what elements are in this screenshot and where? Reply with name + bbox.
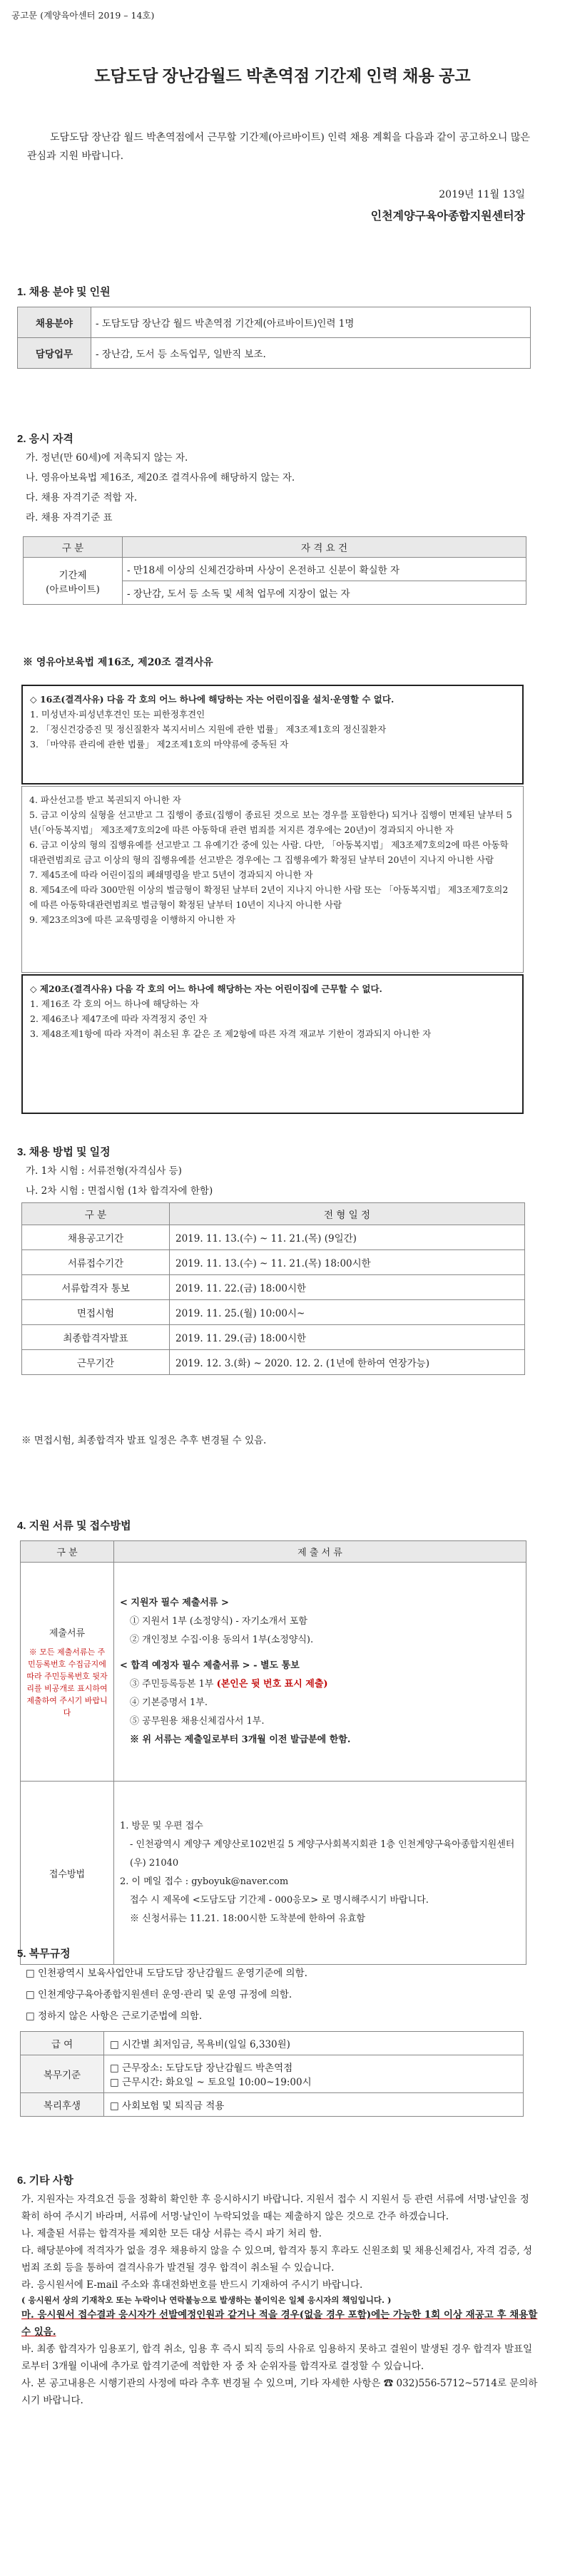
list-item: 사. 본 공고내용은 시행기관의 사정에 따라 추후 변경될 수 있으며, 기타 자세한 사항은 ☎ 032)556-5712~5714로 문의하시기 바랍니다. xyxy=(21,2378,538,2406)
table-header: 구 분 xyxy=(22,1203,170,1225)
list-item: 7. 제45조에 따라 어린이집의 폐쇄명령을 받고 5년이 경과되지 아니한 자 xyxy=(29,869,313,880)
table-row xyxy=(21,2055,524,2093)
list-item: 1. 미성년자·피성년후견인 또는 피한정후견인 xyxy=(30,709,205,720)
section-2-title: 2. 응시 자격 xyxy=(17,433,73,445)
section-1-title: 1. 채용 분야 및 인원 xyxy=(17,286,111,298)
organization-name: 인천계양구육아종합지원센터장 xyxy=(370,209,525,223)
table-key: 복리후생 xyxy=(21,2093,104,2117)
article-20-title: ◇ 제20조(결격사유) 다음 각 호의 어느 하나에 해당하는 자는 어린이집에 근무할 수 없다. xyxy=(30,983,382,994)
list-item: 가. 1차 시험 : 서류전형(자격심사 등) xyxy=(26,1165,182,1177)
resident-number-warning: (본인은 뒷 번호 표시 제출) xyxy=(216,1679,328,1690)
documents-privacy-note: ※ 모든 제출서류는 주민등록번호 수집금지에 따라 주민등록번호 뒷자리를 비공개로 표시하여 제출하여 주시기 바랍니다 xyxy=(26,1647,108,1717)
table-value: - 만18세 이상의 신체건강하며 사상이 온전하고 신분이 확실한 자 xyxy=(123,558,526,581)
table-row xyxy=(22,1275,525,1300)
service-rules-list xyxy=(26,1963,307,2027)
email-line: 2. 이 메일 접수 : gyboyuk@naver.com xyxy=(120,1876,289,1887)
table-key: 담당업무 xyxy=(18,338,91,369)
table-row xyxy=(22,1250,525,1275)
table-key: 면접시험 xyxy=(22,1300,170,1325)
list-item: □ 정하지 않은 사항은 근로기준법에 의함. xyxy=(26,2010,203,2022)
list-item: 라. 채용 자격기준 표 xyxy=(26,512,113,523)
table-value: - 도담도담 장난감 월드 박촌역점 기간제(아르바이트)인력 1명 xyxy=(91,307,531,338)
table-row xyxy=(22,1300,525,1325)
table-key: 복무기준 xyxy=(21,2055,104,2093)
list-item: 9. 제23조의3에 따른 교육명령을 이행하지 아니한 자 xyxy=(29,914,236,925)
intro-text: 도담도담 장난감 월드 박촌역점에서 근무할 기간제(아르바이트) 인력 채용 계획을 다음과 같이 공고하오니 많은 관심과 지원 바랍니다. xyxy=(27,132,530,162)
article-16-continued-box xyxy=(21,786,524,973)
documents-list xyxy=(114,1563,526,1782)
table-value: 2019. 11. 13.(수) ~ 11. 21.(목) 18:00시한 xyxy=(170,1250,525,1275)
list-item: 나. 2차 시험 : 면접시험 (1차 합격자에 한함) xyxy=(26,1185,213,1197)
list-item: 라. 응시원서에 E-mail 주소와 휴대전화번호를 반드시 기재하여 주시기 바랍니다. xyxy=(21,2279,363,2291)
table-value: 2019. 11. 22.(금) 18:00시한 xyxy=(170,1275,525,1300)
subject-instruction: 접수 시 제목에 <도담도담 기간제 - 000응모> 로 명시해주시기 바랍니다. xyxy=(130,1895,429,1906)
table-value: 2019. 11. 25.(월) 10:00시~ xyxy=(170,1300,525,1325)
list-item: □ 근무장소: 도담도담 장난감월드 박촌역점 xyxy=(110,2063,293,2074)
list-item: □ 근무시간: 화요일 ~ 토요일 10:00~19:00시 xyxy=(110,2077,312,2088)
list-item: ④ 기본증명서 1부. xyxy=(130,1697,208,1708)
section-4-title: 4. 지원 서류 및 접수방법 xyxy=(17,1520,131,1532)
list-item: ② 개인정보 수집·이용 동의서 1부(소정양식). xyxy=(130,1635,314,1645)
recruit-field-table xyxy=(17,307,531,369)
table-key: 근무기간 xyxy=(22,1350,170,1375)
article-20-box xyxy=(21,974,524,1114)
documents-table xyxy=(20,1540,526,1965)
section-3-title: 3. 채용 방법 및 일정 xyxy=(17,1146,111,1158)
schedule-table xyxy=(21,1202,525,1375)
qualification-list xyxy=(26,448,295,528)
section-5-title: 5. 복무규정 xyxy=(17,1948,71,1960)
table-value: □ 사회보험 및 퇴직금 적용 xyxy=(104,2093,524,2117)
table-header: 자 격 요 건 xyxy=(123,537,526,558)
list-item: 나. 영유아보육법 제16조, 제20조 결격사유에 해당하지 않는 자. xyxy=(26,472,295,484)
validity-note: ※ 위 서류는 제출일로부터 3개월 이전 발급분에 한함. xyxy=(130,1734,351,1745)
documents-label: 제출서류 xyxy=(49,1627,86,1639)
notice-date: 2019년 11월 13일 xyxy=(439,189,525,200)
list-item: 가. 지원자는 자격요건 등을 정확히 확인한 후 응시하시기 바랍니다. 지원서 접수 시 지원서 등 관련 서류에 서명·날인을 정확히 하여 주시기 바라며, 서류에 서명·날인이 누락되었을 때는 제출하지 않은 것으로 간주 하겠습니다. xyxy=(21,2194,529,2222)
table-key: 기간제 (아르바이트) xyxy=(24,558,123,605)
table-row xyxy=(22,1225,525,1250)
list-item: 4. 파산선고를 받고 복권되지 아니한 자 xyxy=(29,794,181,805)
list-item: □ 인천광역시 보육사업안내 도담도담 장난감월드 운영기준에 의함. xyxy=(26,1968,307,1979)
list-item: 다. 해당분야에 적격자가 없을 경우 채용하지 않을 수 있으며, 합격자 통지 후라도 신원조회 및 채용신체검사, 자격 검증, 성범죄 조회 등을 통하여 결격사유가 발견될 경우 합격이 취소될 수 있습니다. xyxy=(21,2245,533,2274)
disqualification-heading: ※ 영유아보육법 제16조, 제20조 결격사유 xyxy=(23,657,213,668)
conditions-table xyxy=(20,2031,524,2117)
table-value: 2019. 12. 3.(화) ~ 2020. 12. 2. (1년에 한하여 연장가능) xyxy=(170,1350,525,1375)
documents-label-cell xyxy=(21,1563,114,1782)
list-item: 다. 채용 자격기준 적합 자. xyxy=(26,492,138,504)
article-16-title: ◇ 16조(결격사유) 다음 각 호의 어느 하나에 해당하는 자는 어린이집을 설치·운영할 수 없다. xyxy=(30,694,395,705)
list-item: 5. 금고 이상의 실형을 선고받고 그 집행이 종료(집행이 종료된 것으로 보는 경우를 포함한다) 되거나 집행이 면제된 날부터 5년(「아동복지법」 제3조제7호의2에 따른 아동학대 관련 범죄를 저지른 경우에는 20년)이 경과되지 아니한 자 xyxy=(29,809,512,835)
list-item: 2. 「정신건강증진 및 정신질환자 복지서비스 지원에 관한 법률」 제3조제1호의 정신질환자 xyxy=(30,724,387,735)
address-text: - 인천광역시 계양구 계양산로102번길 5 계양구사회복지회관 1층 인천계양구육아종합지원센터 (우) 21040 xyxy=(130,1839,515,1869)
qualification-table xyxy=(23,536,526,605)
table-value: □ 시간별 최저임금, 목욕비(일일 6,330원) xyxy=(104,2032,524,2055)
list-item: ⑤ 공무원용 채용신체검사서 1부. xyxy=(130,1716,265,1727)
list-item xyxy=(120,1675,520,1694)
list-item: 2. 제46조나 제47조에 따라 자격정지 중인 자 xyxy=(30,1013,208,1024)
list-item: 3. 제48조제1항에 따라 자격이 취소된 후 같은 조 제2항에 따른 자격 재교부 기한이 경과되지 아니한 자 xyxy=(30,1028,432,1039)
list-item: ① 지원서 1부 (소정양식) - 자기소개서 포함 xyxy=(130,1616,307,1627)
table-key: 최종합격자발표 xyxy=(22,1325,170,1350)
table-key: 급 여 xyxy=(21,2032,104,2055)
table-row xyxy=(22,1350,525,1375)
table-value: 2019. 11. 13.(수) ~ 11. 21.(목) (9일간) xyxy=(170,1225,525,1250)
table-header: 전 형 일 정 xyxy=(170,1203,525,1225)
deadline-note: ※ 신청서류는 11.21. 18:00시한 도착분에 한하여 유효함 xyxy=(130,1913,366,1924)
contact-note: ( 응시원서 상의 기재착오 또는 누락이나 연락불능으로 발생하는 불이익은 일체 응시자의 책임입니다. ) xyxy=(21,2295,392,2305)
section-6-title: 6. 기타 사항 xyxy=(17,2174,73,2187)
table-row xyxy=(22,1325,525,1350)
submission-methods xyxy=(114,1782,526,1965)
table-value: - 장난감, 도서 등 소독업무, 일반직 보조. xyxy=(91,338,531,369)
table-value: 2019. 11. 29.(금) 18:00시한 xyxy=(170,1325,525,1350)
list-item: 3. 「마약류 관리에 관한 법률」 제2조제1호의 마약류에 중독된 자 xyxy=(30,739,289,750)
list-item: 1. 제16조 각 호의 어느 하나에 해당하는 자 xyxy=(30,998,199,1009)
list-item: 가. 정년(만 60세)에 저촉되지 않는 자. xyxy=(26,452,188,464)
table-row xyxy=(18,338,531,369)
list-item-text: ③ 주민등록등본 1부 xyxy=(130,1679,214,1690)
table-row xyxy=(18,307,531,338)
table-header: 제 출 서 류 xyxy=(114,1541,526,1563)
misc-list xyxy=(21,2191,538,2409)
list-item: 8. 제54조에 따라 300만원 이상의 벌금형이 확정된 날부터 2년이 지나지 아니한 사람 또는 「아동복지법」 제3조제7호의2에 따른 아동학대관련범죄로 벌금형이 확정된 날부터 10년이 지나지 아니한 사람 xyxy=(29,884,509,910)
table-value: - 장난감, 도서 등 소독 및 세척 업무에 지장이 없는 자 xyxy=(123,581,526,605)
table-key: 접수방법 xyxy=(21,1782,114,1965)
table-row xyxy=(21,2032,524,2055)
list-item: 마. 응시원서 접수결과 응시자가 선발예정인원과 같거나 적을 경우(없을 경우 포함)에는 가능한 1회 이상 재공고 후 채용할 수 있음. xyxy=(21,2309,538,2338)
schedule-note: ※ 면접시험, 최종합격자 발표 일정은 추후 변경될 수 있음. xyxy=(21,1435,267,1446)
table-key: 서류접수기간 xyxy=(22,1250,170,1275)
table-key: 채용공고기간 xyxy=(22,1225,170,1250)
required-docs-head: < 지원자 필수 제출서류 > xyxy=(120,1598,229,1608)
table-value xyxy=(104,2055,524,2093)
notice-number: 공고문 (계양육아센터 2019 – 14호) xyxy=(11,10,155,21)
table-key: 서류합격자 통보 xyxy=(22,1275,170,1300)
table-header: 구 분 xyxy=(24,537,123,558)
table-row xyxy=(21,2093,524,2117)
list-item: 6. 금고 이상의 형의 집행유예를 선고받고 그 유예기간 중에 있는 사람. 다만, 「아동복지법」 제3조제7호의2에 따른 아동학대관련범죄로 금고 이상의 형의 집행유예를 선고받은 경우에는 그 집행유예가 확정된 날부터 20년이 지나지 아니한 사람 xyxy=(29,839,509,865)
list-item: □ 인천계양구육아종합지원센터 운영·관리 및 운영 규정에 의함. xyxy=(26,1989,292,2000)
list-item: 바. 최종 합격자가 임용포기, 합격 취소, 임용 후 즉시 퇴직 등의 사유로 임용하지 못하고 결원이 발생된 경우 합격자 발표일로부터 3개월 이내에 추가로 합격기준에 적합한 자 중 차 순위자를 합격자로 결정할 수 있습니다. xyxy=(21,2344,533,2372)
table-header: 구 분 xyxy=(21,1541,114,1563)
page-title: 도담도담 장난감월드 박촌역점 기간제 인력 채용 공고 xyxy=(94,66,471,85)
list-item: 나. 제출된 서류는 합격자를 제외한 모든 대상 서류는 즉시 파기 처리 함. xyxy=(21,2228,322,2239)
exam-steps xyxy=(26,1161,213,1201)
list-item: 1. 방문 및 우편 접수 xyxy=(120,1821,203,1831)
pass-docs-head: < 합격 예정자 필수 제출서류 > - 별도 통보 xyxy=(120,1660,300,1671)
article-16-box xyxy=(21,685,524,784)
table-key: 채용분야 xyxy=(18,307,91,338)
